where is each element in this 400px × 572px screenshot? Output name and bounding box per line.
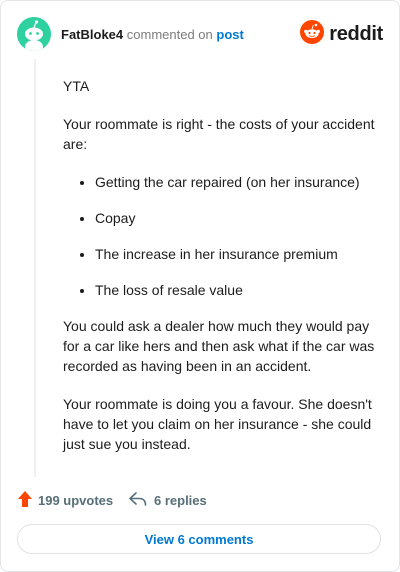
comment-header xyxy=(17,17,383,51)
cost-list xyxy=(63,172,381,300)
thread-line xyxy=(34,59,36,477)
view-comments-button[interactable]: View 6 comments xyxy=(17,524,381,554)
upvotes[interactable] xyxy=(17,489,113,511)
list-item: • Getting the car repaired (on her insurance) xyxy=(95,172,381,192)
reddit-wordmark: reddit xyxy=(329,23,383,45)
list-item: • The loss of resale value xyxy=(95,280,381,300)
comment-footer xyxy=(17,489,383,511)
list-item: • Copay xyxy=(95,208,381,228)
comment-paragraph: Your roommate is right - the costs of your accident are: xyxy=(63,116,375,152)
post-link[interactable]: post xyxy=(216,27,244,42)
comment-paragraph: YTA xyxy=(63,78,90,94)
reply-arrow-icon xyxy=(129,492,147,509)
reddit-logo-icon xyxy=(300,20,324,49)
username-link[interactable]: FatBloke4 xyxy=(61,27,124,42)
replies-count: 6 replies xyxy=(154,492,207,508)
list-item: • The increase in her insurance premium xyxy=(95,244,381,264)
comment-paragraph: Your roommate is doing you a favour. She doesn't have to let you claim on her insurance - she could just sue you instead. xyxy=(63,396,372,452)
comment-body xyxy=(63,76,381,472)
reddit-brand[interactable] xyxy=(300,21,383,47)
snoo-avatar-icon[interactable] xyxy=(17,17,51,51)
replies[interactable] xyxy=(129,489,207,511)
commented-on-text: commented on xyxy=(126,27,213,42)
byline xyxy=(61,27,244,43)
comment-paragraph: You could ask a dealer how much they would pay for a car like hers and then ask what if the car was recorded as having been in an accident. xyxy=(63,318,375,374)
upvotes-count: 199 upvotes xyxy=(38,492,114,508)
upvote-arrow-icon[interactable] xyxy=(17,490,33,511)
